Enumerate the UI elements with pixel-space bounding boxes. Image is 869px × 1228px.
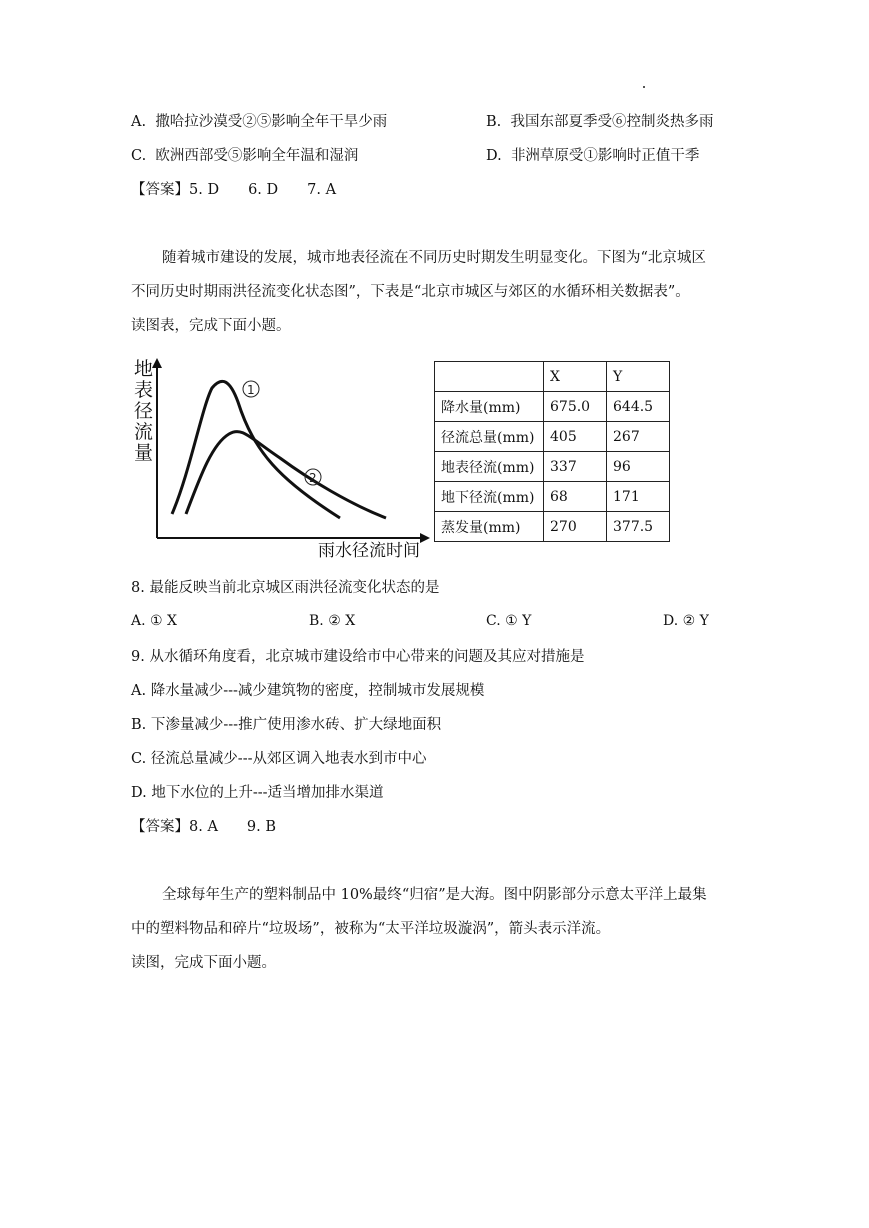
table-row [435,512,670,542]
ylabel-char-5: 量 [134,442,154,464]
passage1-line-1: 随着城市建设的发展，城市地表径流在不同历史时期发生明显变化。下图为“北京城区 [162,250,706,266]
table-cell: 644.5 [607,392,670,422]
stray-dot [643,86,645,88]
prev-option-a: A. 撒哈拉沙漠受②⑤影响全年干旱少雨 [131,114,388,130]
table-row [435,452,670,482]
table-cell: 270 [544,512,607,542]
ylabel-char-2: 表 [134,379,154,401]
q9-option-c: C. 径流总量减少---从郊区调入地表水到市中心 [131,751,427,767]
ylabel-char-1: 地 [134,358,154,380]
prev-option-b: B. 我国东部夏季受⑥控制炎热多雨 [486,114,714,130]
answer-line-2: 【答案】8. A 9. B [131,819,277,835]
xlabel: 雨水径流时间 [318,541,420,561]
table-cell: 377.5 [607,512,670,542]
table-row [435,482,670,512]
prev-option-d: D. 非洲草原受①影响时正值干季 [486,148,700,164]
q9-stem: 9. 从水循环角度看，北京城市建设给市中心带来的问题及其应对措施是 [131,649,585,665]
table-row [435,422,670,452]
passage2-line-1: 全球每年生产的塑料制品中 10%最终“归宿”是大海。图中阴影部分示意太平洋上最集 [162,887,707,903]
q8-option-b: B. ② X [309,613,356,629]
q8-option-c: C. ① Y [486,613,532,629]
table-cell: 地表径流(mm) [435,452,544,482]
passage1-line-3: 读图表，完成下面小题。 [131,318,291,334]
ylabel-char-4: 流 [134,421,154,443]
svg-text:1: 1 [247,383,255,397]
x-axis-arrow [420,533,430,543]
table-cell: 96 [607,452,670,482]
ylabel-char-3: 径 [134,400,154,422]
table-cell [435,362,544,392]
table-cell: 405 [544,422,607,452]
table-cell: 267 [607,422,670,452]
table-cell: 径流总量(mm) [435,422,544,452]
answer-line-1: 【答案】5. D 6. D 7. A [131,182,337,198]
runoff-graph [130,352,430,562]
table-cell: 68 [544,482,607,512]
q9-option-d: D. 地下水位的上升---适当增加排水渠道 [131,785,384,801]
passage2-line-3: 读图，完成下面小题。 [131,955,276,971]
passage1-line-2: 不同历史时期雨洪径流变化状态图”，下表是“北京市城区与郊区的水循环相关数据表”。 [131,284,690,300]
q9-option-b: B. 下渗量减少---推广使用渗水砖、扩大绿地面积 [131,717,442,733]
q8-option-a: A. ① X [131,613,177,629]
table-cell: Y [607,362,670,392]
table-header-row [435,362,670,392]
water-cycle-table [434,361,670,542]
table-cell: 675.0 [544,392,607,422]
y-axis-arrow [152,358,162,368]
q8-stem: 8. 最能反映当前北京城区雨洪径流变化状态的是 [131,580,440,596]
prev-option-c: C. 欧洲西部受⑤影响全年温和湿润 [131,148,359,164]
curve-2 [186,431,386,518]
table-cell: 337 [544,452,607,482]
curve-1 [172,381,340,518]
table-row [435,392,670,422]
table-cell: X [544,362,607,392]
svg-text:2: 2 [309,471,317,485]
q8-option-d: D. ② Y [663,613,709,629]
passage2-line-2: 中的塑料物品和碎片“垃圾场”，被称为“太平洋垃圾漩涡”，箭头表示洋流。 [131,921,611,937]
table-cell: 降水量(mm) [435,392,544,422]
q9-option-a: A. 降水量减少---减少建筑物的密度，控制城市发展规模 [131,683,485,699]
table-cell: 地下径流(mm) [435,482,544,512]
table-cell: 蒸发量(mm) [435,512,544,542]
table-cell: 171 [607,482,670,512]
